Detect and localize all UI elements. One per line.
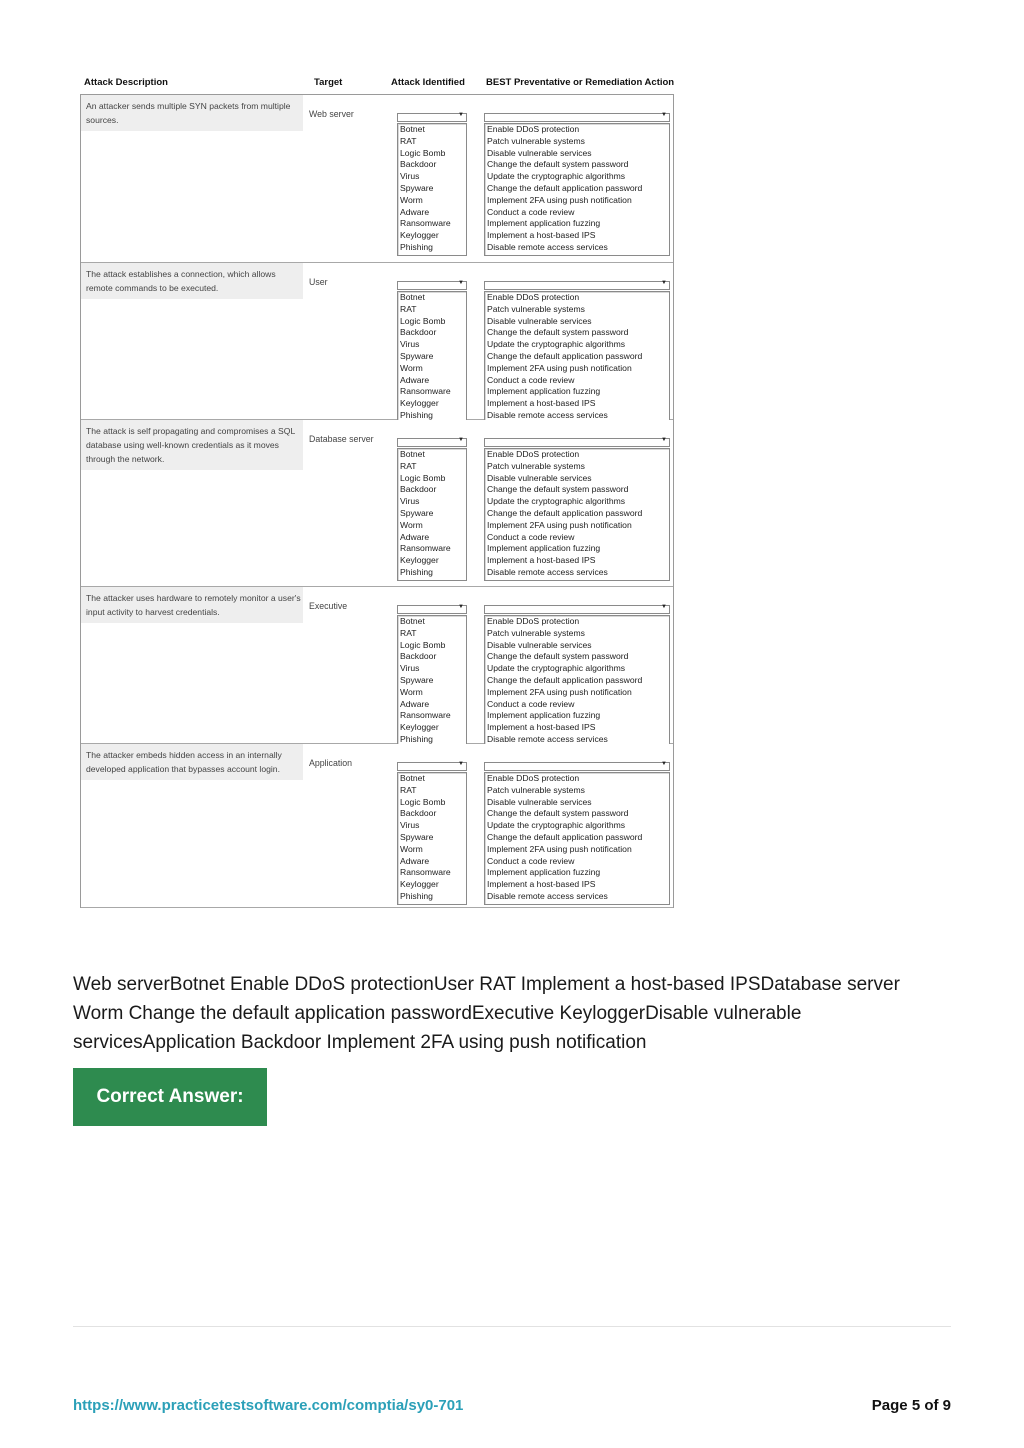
- attack-option[interactable]: Backdoor: [400, 808, 437, 819]
- dropdown-arrow-icon: ▼: [661, 437, 667, 443]
- page-number: Page 5 of 9: [871, 1397, 951, 1414]
- remediation-option[interactable]: Conduct a code review: [487, 531, 575, 542]
- attack-option[interactable]: Phishing: [400, 409, 433, 420]
- attack-option[interactable]: Botnet: [400, 292, 425, 302]
- header-best-action: BEST Preventative or Remediation Action: [486, 77, 675, 88]
- attack-option[interactable]: RAT: [400, 627, 417, 638]
- target-label: Application: [309, 758, 353, 768]
- remediation-option[interactable]: Change the default system password: [487, 159, 629, 170]
- remediation-options-list[interactable]: [484, 123, 670, 256]
- remediation-option[interactable]: Enable DDoS protection: [487, 773, 580, 783]
- attack-option[interactable]: Virus: [400, 339, 420, 350]
- remediation-action-dropdown[interactable]: [484, 438, 670, 447]
- dropdown-arrow-icon: ▼: [458, 761, 464, 767]
- remediation-option[interactable]: Enable DDoS protection: [487, 616, 580, 626]
- attack-option[interactable]: Worm: [400, 519, 423, 530]
- attack-option[interactable]: Adware: [400, 374, 430, 385]
- attack-options-list[interactable]: [397, 772, 467, 905]
- remediation-option[interactable]: Update the cryptographic algorithms: [487, 496, 626, 507]
- remediation-option[interactable]: Disable vulnerable services: [487, 472, 592, 483]
- attack-option[interactable]: Logic Bomb: [400, 147, 446, 158]
- attack-option[interactable]: Virus: [400, 820, 420, 831]
- remediation-action-dropdown[interactable]: [484, 281, 670, 290]
- attack-option[interactable]: Virus: [400, 171, 420, 182]
- remediation-option[interactable]: Disable vulnerable services: [487, 147, 592, 158]
- remediation-option[interactable]: Implement 2FA using push notification: [487, 686, 632, 697]
- attack-option[interactable]: Worm: [400, 194, 423, 205]
- attack-option[interactable]: Keylogger: [400, 230, 439, 241]
- target-label: Executive: [309, 601, 348, 611]
- attack-option[interactable]: Botnet: [400, 616, 425, 626]
- table-row: [81, 744, 673, 908]
- remediation-action-dropdown[interactable]: [484, 762, 670, 771]
- question-grid: [80, 94, 674, 908]
- table-row: [81, 587, 673, 744]
- attack-option[interactable]: Phishing: [400, 733, 433, 744]
- dropdown-arrow-icon: ▼: [661, 761, 667, 767]
- dropdown-arrow-icon: ▼: [661, 112, 667, 118]
- attack-option[interactable]: Ransomware: [400, 218, 451, 229]
- attack-option[interactable]: RAT: [400, 460, 417, 471]
- attack-option[interactable]: Worm: [400, 843, 423, 854]
- attack-option[interactable]: Botnet: [400, 773, 425, 783]
- target-label: Database server: [309, 434, 374, 444]
- remediation-option[interactable]: Disable remote access services: [487, 241, 608, 252]
- header-attack-description: Attack Description: [84, 77, 168, 88]
- attack-identified-dropdown[interactable]: [397, 605, 467, 614]
- remediation-option[interactable]: Change the default application password: [487, 507, 643, 518]
- remediation-option[interactable]: Change the default application password: [487, 350, 643, 361]
- question-table-image: [80, 74, 674, 908]
- remediation-option[interactable]: Conduct a code review: [487, 698, 575, 709]
- dropdown-arrow-icon: ▼: [661, 604, 667, 610]
- remediation-option[interactable]: Implement a host-based IPS: [487, 879, 596, 890]
- remediation-option[interactable]: Disable remote access services: [487, 733, 608, 744]
- attack-description: The attacker embeds hidden access in an internally developed application that bypasses account login.: [81, 744, 303, 780]
- remediation-option[interactable]: Enable DDoS protection: [487, 449, 580, 459]
- remediation-option[interactable]: Implement 2FA using push notification: [487, 843, 632, 854]
- attack-option[interactable]: Adware: [400, 531, 430, 542]
- attack-option[interactable]: Spyware: [400, 674, 434, 685]
- attack-description: The attacker uses hardware to remotely monitor a user's input activity to harvest credentials.: [81, 587, 303, 623]
- attack-option[interactable]: Adware: [400, 855, 430, 866]
- dropdown-arrow-icon: ▼: [458, 437, 464, 443]
- header-target: Target: [314, 77, 343, 88]
- remediation-option[interactable]: Implement a host-based IPS: [487, 722, 596, 733]
- attack-option[interactable]: Backdoor: [400, 159, 437, 170]
- attack-identified-dropdown[interactable]: [397, 113, 467, 122]
- attack-option[interactable]: Adware: [400, 206, 430, 217]
- remediation-option[interactable]: Implement application fuzzing: [487, 386, 601, 397]
- table-row: [81, 420, 673, 587]
- attack-option[interactable]: Logic Bomb: [400, 796, 446, 807]
- dropdown-arrow-icon: ▼: [458, 112, 464, 118]
- remediation-option[interactable]: Implement application fuzzing: [487, 543, 601, 554]
- attack-option[interactable]: Spyware: [400, 831, 434, 842]
- attack-description: The attack is self propagating and compromises a SQL database using well-known credentials as it moves through the network.: [81, 420, 303, 470]
- attack-options-list[interactable]: [397, 448, 467, 581]
- attack-option[interactable]: Botnet: [400, 449, 425, 459]
- remediation-option[interactable]: Enable DDoS protection: [487, 292, 580, 302]
- attack-option[interactable]: Backdoor: [400, 651, 437, 662]
- attack-option[interactable]: Logic Bomb: [400, 472, 446, 483]
- remediation-option[interactable]: Implement application fuzzing: [487, 710, 601, 721]
- target-label: Web server: [309, 109, 354, 119]
- dropdown-arrow-icon: ▼: [458, 280, 464, 286]
- attack-option[interactable]: Keylogger: [400, 398, 439, 409]
- remediation-option[interactable]: Change the default application password: [487, 182, 643, 193]
- remediation-option[interactable]: Change the default system password: [487, 484, 629, 495]
- attack-option[interactable]: Virus: [400, 663, 420, 674]
- remediation-option[interactable]: Disable vulnerable services: [487, 639, 592, 650]
- remediation-option[interactable]: Conduct a code review: [487, 374, 575, 385]
- remediation-option[interactable]: Disable remote access services: [487, 890, 608, 901]
- attack-option[interactable]: Phishing: [400, 241, 433, 252]
- remediation-option[interactable]: Disable remote access services: [487, 409, 608, 420]
- attack-identified-dropdown[interactable]: [397, 438, 467, 447]
- remediation-option[interactable]: Implement a host-based IPS: [487, 230, 596, 241]
- answer-explanation: Web serverBotnet Enable DDoS protectionUser RAT Implement a host-based IPSDatabase server Worm Change the default application passwordExecutive KeyloggerDisable vulnerable servicesApplication Backdoor Implement 2FA using push notification: [73, 974, 900, 1053]
- attack-option[interactable]: Logic Bomb: [400, 315, 446, 326]
- remediation-option[interactable]: Patch vulnerable systems: [487, 303, 585, 314]
- attack-option[interactable]: RAT: [400, 784, 417, 795]
- attack-option[interactable]: Keylogger: [400, 555, 439, 566]
- attack-option[interactable]: Spyware: [400, 507, 434, 518]
- attack-options-list[interactable]: [397, 123, 467, 256]
- attack-identified-dropdown[interactable]: [397, 281, 467, 290]
- attack-option[interactable]: Botnet: [400, 124, 425, 134]
- remediation-option[interactable]: Patch vulnerable systems: [487, 135, 585, 146]
- table-row: [81, 95, 673, 263]
- attack-option[interactable]: Virus: [400, 496, 420, 507]
- remediation-option[interactable]: Patch vulnerable systems: [487, 784, 585, 795]
- attack-option[interactable]: Worm: [400, 362, 423, 373]
- remediation-option[interactable]: Implement a host-based IPS: [487, 555, 596, 566]
- attack-description: An attacker sends multiple SYN packets from multiple sources.: [81, 95, 303, 131]
- remediation-option[interactable]: Disable vulnerable services: [487, 796, 592, 807]
- attack-option[interactable]: Ransomware: [400, 710, 451, 721]
- attack-options-list[interactable]: [397, 615, 467, 748]
- attack-option[interactable]: Phishing: [400, 890, 433, 901]
- remediation-option[interactable]: Implement application fuzzing: [487, 867, 601, 878]
- remediation-option[interactable]: Implement application fuzzing: [487, 218, 601, 229]
- attack-option[interactable]: Logic Bomb: [400, 639, 446, 650]
- remediation-option[interactable]: Patch vulnerable systems: [487, 460, 585, 471]
- footer-url-link[interactable]: https://www.practicetestsoftware.com/comptia/sy0-701: [73, 1397, 464, 1414]
- attack-option[interactable]: Phishing: [400, 566, 433, 577]
- remediation-option[interactable]: Disable vulnerable services: [487, 315, 592, 326]
- remediation-options-list[interactable]: [484, 291, 670, 424]
- attack-option[interactable]: Backdoor: [400, 484, 437, 495]
- correct-answer-button[interactable]: Correct Answer:: [73, 1068, 267, 1126]
- attack-option[interactable]: RAT: [400, 135, 417, 146]
- remediation-option[interactable]: Change the default application password: [487, 831, 643, 842]
- remediation-option[interactable]: Conduct a code review: [487, 855, 575, 866]
- remediation-option[interactable]: Implement 2FA using push notification: [487, 194, 632, 205]
- attack-options-list[interactable]: [397, 291, 467, 424]
- remediation-option[interactable]: Change the default system password: [487, 808, 629, 819]
- attack-option[interactable]: RAT: [400, 303, 417, 314]
- dropdown-arrow-icon: ▼: [661, 280, 667, 286]
- attack-description: The attack establishes a connection, which allows remote commands to be executed.: [81, 263, 303, 299]
- remediation-option[interactable]: Disable remote access services: [487, 566, 608, 577]
- remediation-options-list[interactable]: [484, 448, 670, 581]
- remediation-options-list[interactable]: [484, 615, 670, 748]
- attack-option[interactable]: Ransomware: [400, 867, 451, 878]
- remediation-option[interactable]: Enable DDoS protection: [487, 124, 580, 134]
- header-attack-identified: Attack Identified: [391, 77, 465, 88]
- attack-option[interactable]: Spyware: [400, 350, 434, 361]
- table-row: [81, 263, 673, 420]
- remediation-option[interactable]: Update the cryptographic algorithms: [487, 663, 626, 674]
- target-label: User: [309, 277, 328, 287]
- remediation-action-dropdown[interactable]: [484, 605, 670, 614]
- remediation-option[interactable]: Implement 2FA using push notification: [487, 362, 632, 373]
- remediation-option[interactable]: Update the cryptographic algorithms: [487, 820, 626, 831]
- attack-identified-dropdown[interactable]: [397, 762, 467, 771]
- remediation-option[interactable]: Update the cryptographic algorithms: [487, 339, 626, 350]
- table-header: [80, 74, 674, 94]
- remediation-option[interactable]: Implement a host-based IPS: [487, 398, 596, 409]
- remediation-option[interactable]: Update the cryptographic algorithms: [487, 171, 626, 182]
- attack-option[interactable]: Ransomware: [400, 386, 451, 397]
- remediation-option[interactable]: Change the default system password: [487, 327, 629, 338]
- remediation-option[interactable]: Change the default application password: [487, 674, 643, 685]
- footer-divider: [73, 1326, 951, 1327]
- remediation-option[interactable]: Conduct a code review: [487, 206, 575, 217]
- attack-option[interactable]: Adware: [400, 698, 430, 709]
- attack-option[interactable]: Keylogger: [400, 722, 439, 733]
- remediation-action-dropdown[interactable]: [484, 113, 670, 122]
- remediation-option[interactable]: Patch vulnerable systems: [487, 627, 585, 638]
- attack-option[interactable]: Spyware: [400, 182, 434, 193]
- attack-option[interactable]: Worm: [400, 686, 423, 697]
- attack-option[interactable]: Ransomware: [400, 543, 451, 554]
- remediation-option[interactable]: Implement 2FA using push notification: [487, 519, 632, 530]
- remediation-options-list[interactable]: [484, 772, 670, 905]
- dropdown-arrow-icon: ▼: [458, 604, 464, 610]
- attack-option[interactable]: Keylogger: [400, 879, 439, 890]
- attack-option[interactable]: Backdoor: [400, 327, 437, 338]
- remediation-option[interactable]: Change the default system password: [487, 651, 629, 662]
